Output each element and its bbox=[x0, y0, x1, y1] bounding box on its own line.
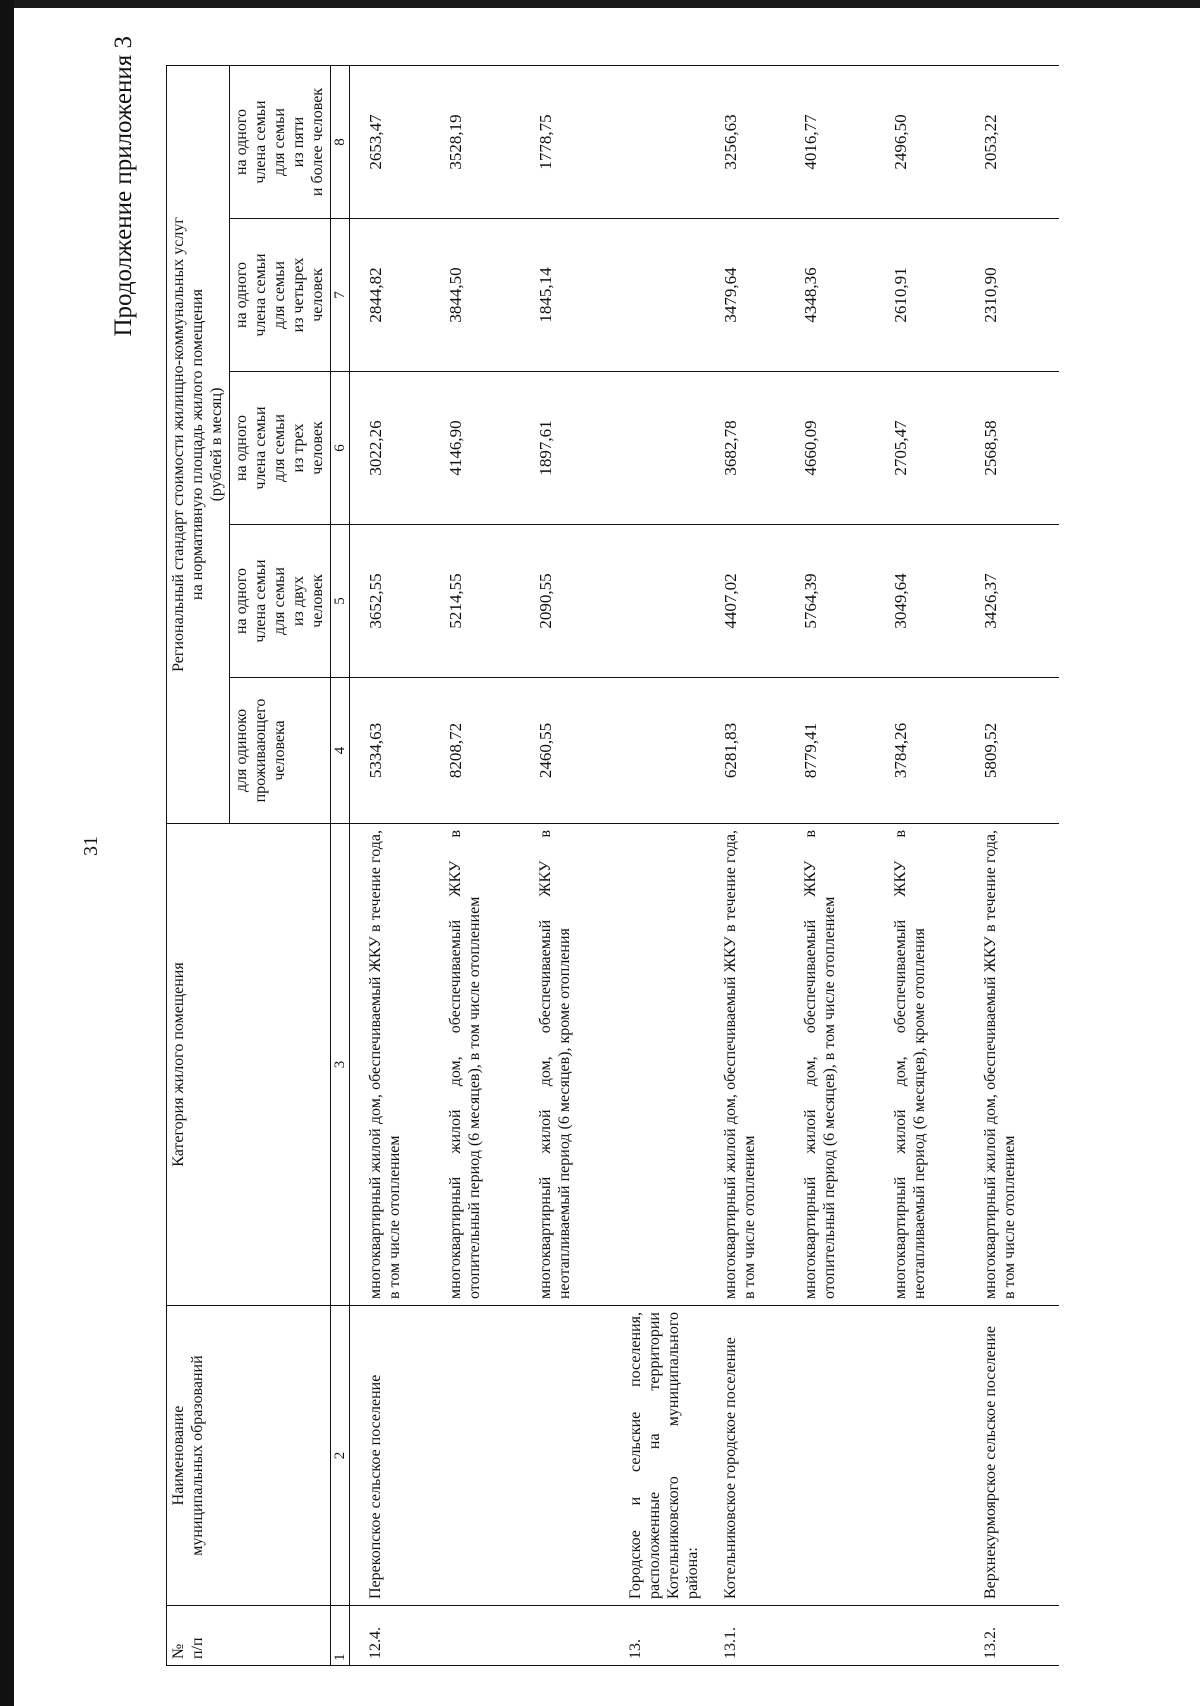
row-number: 12.4. bbox=[364, 1606, 444, 1666]
table-header bbox=[167, 66, 350, 1666]
housing-category bbox=[624, 824, 719, 1306]
housing-category: многоквартирный жилой дом, обеспечиваемый ЖКУ в отопительный период (6 месяцев), в том числе отоплением bbox=[799, 824, 889, 1306]
value-family-2: 5214,55 bbox=[444, 525, 534, 678]
row-number bbox=[799, 1606, 889, 1666]
value-family-4: 2610,91 bbox=[889, 219, 979, 372]
value-family-2: 3426,37 bbox=[979, 525, 1059, 678]
value-family-3 bbox=[624, 372, 719, 525]
row-number bbox=[889, 1606, 979, 1666]
header-col-family-5: на одного члена семьи для семьи из пяти и более человек bbox=[229, 66, 330, 219]
header-col-number: № п/п bbox=[167, 1606, 331, 1666]
table-row bbox=[534, 66, 624, 1666]
value-family-4 bbox=[624, 219, 719, 372]
value-family-2: 5764,39 bbox=[799, 525, 889, 678]
column-index: 8 bbox=[330, 66, 349, 219]
header-col-family-4: на одного члена семьи для семьи из четырех человек bbox=[229, 219, 330, 372]
value-family-4: 2844,82 bbox=[364, 219, 444, 372]
value-family-3: 2705,47 bbox=[889, 372, 979, 525]
tariff-table bbox=[166, 65, 1059, 1666]
table-body bbox=[349, 66, 1059, 1666]
value-family-4: 3479,64 bbox=[719, 219, 799, 372]
value-family-5: 4016,77 bbox=[799, 66, 889, 219]
municipality-name: Котельниковское городское поселение bbox=[719, 1306, 799, 1606]
value-family-2: 2090,55 bbox=[534, 525, 624, 678]
value-single: 3784,26 bbox=[889, 678, 979, 824]
housing-category: многоквартирный жилой дом, обеспечиваемый ЖКУ в течение года, в том числе отоплением bbox=[719, 824, 799, 1306]
municipality-name: Перекопское сельское поселение bbox=[364, 1306, 444, 1606]
row-number: 13.1. bbox=[719, 1606, 799, 1666]
row-number bbox=[444, 1606, 534, 1666]
housing-category: многоквартирный жилой дом, обеспечиваемый ЖКУ в отопительный период (6 месяцев), в том числе отоплением bbox=[444, 824, 534, 1306]
table-row bbox=[799, 66, 889, 1666]
header-group-standard: Региональный стандарт стоимости жилищно-коммунальных услуг на нормативную площадь жилого помещения (рублей в месяц) bbox=[167, 66, 230, 824]
column-index: 5 bbox=[330, 525, 349, 678]
value-single: 8208,72 bbox=[444, 678, 534, 824]
housing-category: многоквартирный жилой дом, обеспечиваемый ЖКУ в неотапливаемый период (6 месяцев), кроме отопления bbox=[889, 824, 979, 1306]
column-index: 2 bbox=[330, 1306, 349, 1606]
value-family-5: 3256,63 bbox=[719, 66, 799, 219]
value-family-4: 3844,50 bbox=[444, 219, 534, 372]
municipality-name: Городское и сельские поселения, расположенные на территории Котельниковского муниципального района: bbox=[624, 1306, 719, 1606]
row-number: 13.2. bbox=[979, 1606, 1059, 1666]
value-family-2: 3049,64 bbox=[889, 525, 979, 678]
value-family-5: 2053,22 bbox=[979, 66, 1059, 219]
table-row bbox=[624, 66, 719, 1666]
appendix-label: Продолжение приложения 3 bbox=[110, 36, 137, 337]
table-row bbox=[364, 66, 444, 1666]
value-single: 8779,41 bbox=[799, 678, 889, 824]
municipality-name bbox=[444, 1306, 534, 1606]
row-number bbox=[534, 1606, 624, 1666]
value-family-3: 3682,78 bbox=[719, 372, 799, 525]
value-family-4: 1845,14 bbox=[534, 219, 624, 372]
table-row bbox=[444, 66, 534, 1666]
municipality-name bbox=[534, 1306, 624, 1606]
column-index: 7 bbox=[330, 219, 349, 372]
value-single: 6281,83 bbox=[719, 678, 799, 824]
municipality-name: Верхнекурмоярское сельское поселение bbox=[979, 1306, 1059, 1606]
header-col-single: для одиноко проживающего человека bbox=[229, 678, 330, 824]
header-col-municipality: Наименование муниципальных образований bbox=[167, 1306, 331, 1606]
header-col-category: Категория жилого помещения bbox=[167, 824, 331, 1306]
value-family-2: 3652,55 bbox=[364, 525, 444, 678]
page-number: 31 bbox=[80, 836, 102, 856]
value-single bbox=[624, 678, 719, 824]
value-family-5 bbox=[624, 66, 719, 219]
housing-category: многоквартирный жилой дом, обеспечиваемый ЖКУ в течение года, в том числе отоплением bbox=[979, 824, 1059, 1306]
housing-category: многоквартирный жилой дом, обеспечиваемый ЖКУ в течение года, в том числе отоплением bbox=[364, 824, 444, 1306]
value-family-2 bbox=[624, 525, 719, 678]
column-index: 4 bbox=[330, 678, 349, 824]
value-family-3: 4146,90 bbox=[444, 372, 534, 525]
municipality-name bbox=[799, 1306, 889, 1606]
column-index: 1 bbox=[330, 1606, 349, 1666]
header-col-family-2: на одного члена семьи для семьи из двух человек bbox=[229, 525, 330, 678]
column-index-row bbox=[330, 66, 349, 1666]
value-family-5: 3528,19 bbox=[444, 66, 534, 219]
value-family-3: 1897,61 bbox=[534, 372, 624, 525]
value-single: 5809,52 bbox=[979, 678, 1059, 824]
column-index: 3 bbox=[330, 824, 349, 1306]
value-family-3: 2568,58 bbox=[979, 372, 1059, 525]
value-family-5: 2496,50 bbox=[889, 66, 979, 219]
housing-category: многоквартирный жилой дом, обеспечиваемый ЖКУ в неотапливаемый период (6 месяцев), кроме отопления bbox=[534, 824, 624, 1306]
table-row bbox=[719, 66, 799, 1666]
value-family-4: 4348,36 bbox=[799, 219, 889, 372]
table-row bbox=[979, 66, 1059, 1666]
value-family-5: 1778,75 bbox=[534, 66, 624, 219]
value-family-5: 2653,47 bbox=[364, 66, 444, 219]
value-family-3: 4660,09 bbox=[799, 372, 889, 525]
value-single: 5334,63 bbox=[364, 678, 444, 824]
header-col-family-3: на одного члена семьи для семьи из трех человек bbox=[229, 372, 330, 525]
value-family-2: 4407,02 bbox=[719, 525, 799, 678]
value-family-4: 2310,90 bbox=[979, 219, 1059, 372]
table-row bbox=[889, 66, 979, 1666]
column-index: 6 bbox=[330, 372, 349, 525]
municipality-name bbox=[889, 1306, 979, 1606]
value-family-3: 3022,26 bbox=[364, 372, 444, 525]
row-number: 13. bbox=[624, 1606, 719, 1666]
value-single: 2460,55 bbox=[534, 678, 624, 824]
